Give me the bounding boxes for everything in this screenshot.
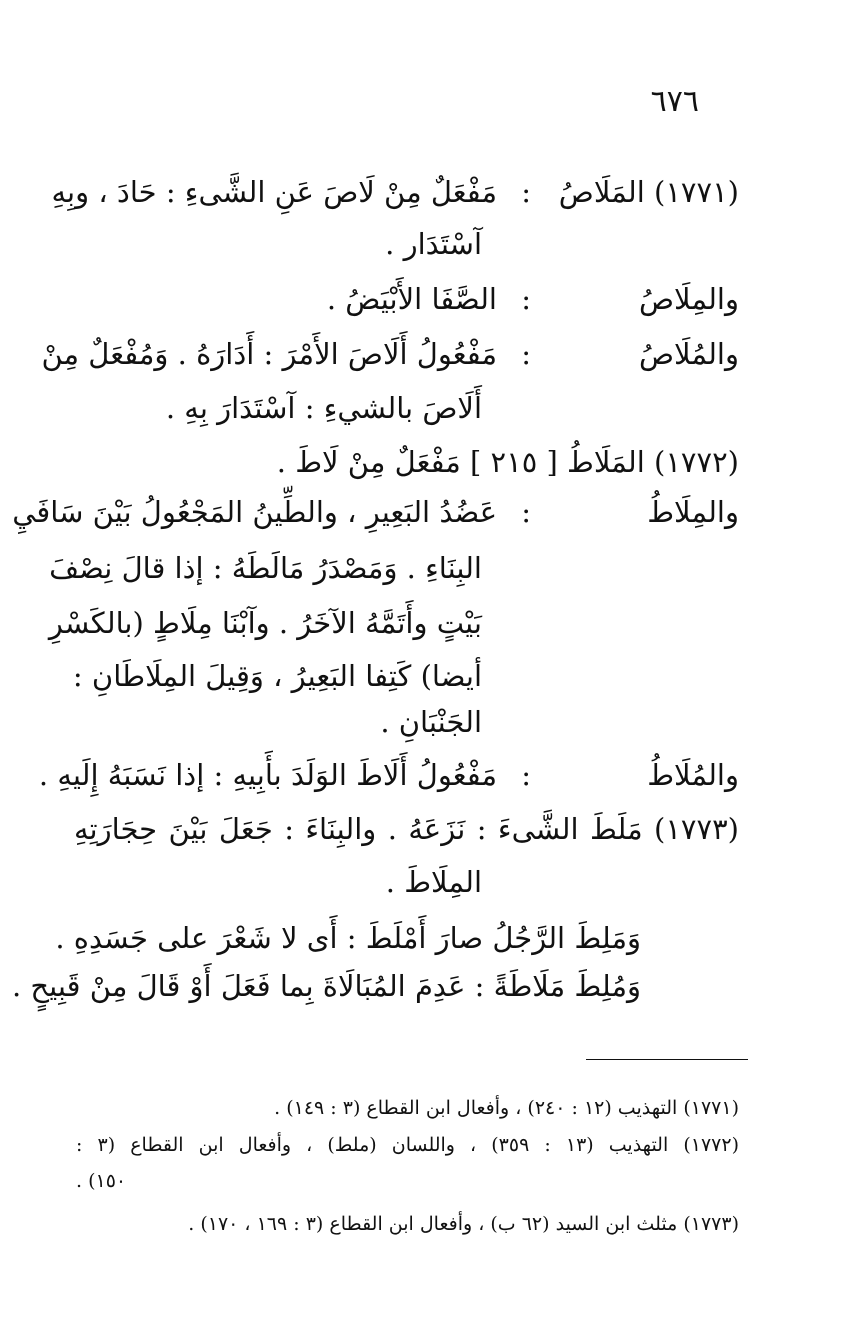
subentry-mulat-headword: والمُلَاطُ bbox=[647, 758, 739, 792]
colon-separator: : bbox=[521, 495, 531, 529]
entry-1773-line-3: وَمَلِطَ الرَّجُلُ صارَ أَمْلَطَ : أَى لا شَعْرَ على جَسَدِهِ . bbox=[55, 921, 641, 955]
subentry-mulas-headword: والمُلَاصُ bbox=[638, 337, 739, 371]
subentry-milat-line-1 bbox=[12, 492, 739, 532]
entry-1771-line-2: آسْتَدَار . bbox=[385, 227, 482, 261]
subentry-milat-headword: والمِلَاطُ bbox=[647, 495, 739, 529]
entry-1771-headword: (١٧٧١) المَلَاصُ bbox=[558, 175, 739, 209]
entry-1771-line-1 bbox=[51, 172, 739, 212]
subentry-milat-line-4: أيضا) كَتِفا البَعِيرُ ، وَقِيلَ المِلَاطَانِ : bbox=[72, 659, 482, 693]
subentry-mulas-line-2: أَلَاصَ بالشيءِ : آسْتَدَارَ بِهِ . bbox=[165, 391, 482, 425]
subentry-milas-headword: والمِلَاصُ bbox=[638, 282, 739, 316]
footnote-separator bbox=[586, 1059, 748, 1060]
entry-1773-line-1: (١٧٧٣) مَلَطَ الشَّىءَ : نَزَعَهُ . والبِنَاءَ : جَعَلَ بَيْنَ حِجَارَتِهِ bbox=[74, 812, 739, 846]
colon-separator: : bbox=[521, 337, 531, 371]
subentry-milat-line-2: البِنَاءِ . وَمَصْدَرُ مَالَطَهُ : إذا قالَ نِصْفَ bbox=[49, 551, 482, 585]
subentry-mulas-line-1 bbox=[41, 334, 739, 374]
subentry-mulas-definition: مَفْعُولُ أَلَاصَ الأَمْرَ : أَدَارَهُ . وَمُفْعَلٌ مِنْ bbox=[41, 337, 497, 371]
entry-1773-line-2: المِلَاطَ . bbox=[385, 865, 482, 899]
entry-1771-definition: مَفْعَلٌ مِنْ لَاصَ عَنِ الشَّىءِ : حَادَ ، وبِهِ bbox=[51, 175, 497, 209]
colon-separator: : bbox=[521, 175, 531, 209]
entry-1772-line-1: (١٧٧٢) المَلَاطُ [ ٢١٥ ] مَفْعَلٌ مِنْ لَاطَ . bbox=[276, 445, 739, 479]
footnote-1771: (١٧٧١) التهذيب (١٢ : ٢٤٠) ، وأفعال ابن القطاع (٣ : ١٤٩) . bbox=[274, 1097, 739, 1119]
subentry-milas-definition: الصَّفَا الأَبْيَضُ . bbox=[326, 282, 497, 316]
footnote-1772-line-2: ١٥٠) . bbox=[76, 1170, 127, 1192]
entry-1773-line-4: وَمُلِطَ مَلَاطَةً : عَدِمَ المُبَالَاةَ بِما فَعَلَ أَوْ قَالَ مِنْ قَبِيحٍ . bbox=[12, 969, 641, 1003]
subentry-milat-definition: عَضُدُ البَعِيرِ ، والطِّينُ المَجْعُولُ بَيْنَ سَافَيِ bbox=[12, 495, 497, 529]
subentry-mulat-definition: مَفْعُولُ أَلَاطَ الوَلَدَ بأَبِيهِ : إذا نَسَبَهُ إِلَيهِ . bbox=[38, 758, 497, 792]
page-number: ٦٧٦ bbox=[650, 84, 699, 119]
subentry-mulat bbox=[38, 755, 739, 795]
colon-separator: : bbox=[521, 758, 531, 792]
colon-separator: : bbox=[521, 282, 531, 316]
footnote-1772-line-1: (١٧٧٢) التهذيب (١٣ : ٣٥٩) ، واللسان (ملط) ، وأفعال ابن القطاع (٣ : bbox=[76, 1134, 739, 1156]
footnote-1773: (١٧٧٣) مثلث ابن السيد (٦٢ ب) ، وأفعال ابن القطاع (٣ : ١٦٩ ، ١٧٠) . bbox=[188, 1213, 739, 1235]
subentry-milat-line-5: الجَنْبَانِ . bbox=[380, 705, 482, 739]
subentry-milas bbox=[74, 279, 739, 319]
subentry-milat-line-3: بَيْتٍ وأَتَمَّهُ الآخَرُ . وآبْنَا مِلَاطٍ (بالكَسْرِ bbox=[48, 606, 482, 640]
